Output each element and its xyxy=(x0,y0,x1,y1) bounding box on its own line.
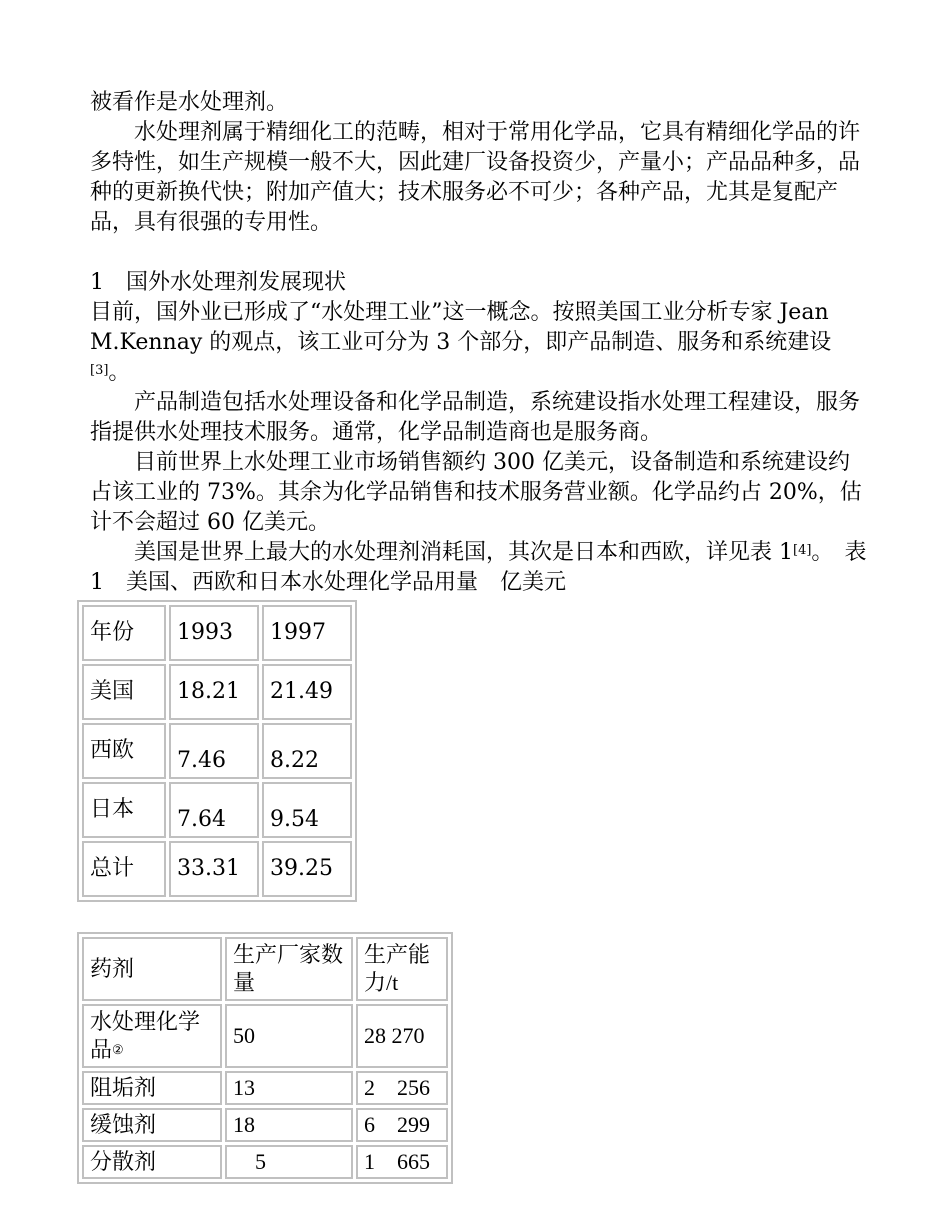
table-cell: 33.31 xyxy=(169,841,259,897)
table-cell xyxy=(82,1004,222,1068)
table-row xyxy=(82,1071,448,1105)
table-cell: 年份 xyxy=(82,605,166,661)
table-row xyxy=(82,1004,448,1068)
table-cell: 1993 xyxy=(169,605,259,661)
document-page xyxy=(90,88,870,1184)
table-2 xyxy=(77,932,453,1184)
paragraph-6-text: 美国是世界上最大的水处理剂消耗国，其次是日本和西欧，详见表 1 xyxy=(134,540,793,565)
paragraph-1: 被看作是水处理剂。 xyxy=(90,90,289,115)
table-cell: 39.25 xyxy=(262,841,352,897)
table-row xyxy=(82,723,352,779)
table-1-caption: 表 1 美国、西欧和日本水处理化学品用量 亿美元 xyxy=(90,540,867,595)
table-header-cell: 生产能力/t xyxy=(356,937,448,1001)
paragraph-6 xyxy=(90,538,870,598)
table-cell: 日本 xyxy=(82,782,166,838)
paragraph-5: 目前世界上水处理工业市场销售额约 300 亿美元，设备制造和系统建设约占该工业的 73%。其余为化学品销售和技术服务营业额。化学品约占 20%，估计不会超过 60 亿美元。 xyxy=(90,450,862,535)
section-heading: 1 国外水处理剂发展现状 xyxy=(90,270,346,295)
table-cell: 缓蚀剂 xyxy=(82,1108,222,1142)
footnote-mark: ② xyxy=(112,1042,124,1057)
table-row xyxy=(82,1145,448,1179)
table-header-cell: 生产厂家数量 xyxy=(225,937,353,1001)
table-1 xyxy=(77,600,357,902)
table-cell: 美国 xyxy=(82,664,166,720)
table-cell: 50 xyxy=(225,1004,353,1068)
table-header-cell: 药剂 xyxy=(82,937,222,1001)
table-row xyxy=(82,1108,448,1142)
table-cell: 分散剂 xyxy=(82,1145,222,1179)
table-cell: 18 xyxy=(225,1108,353,1142)
table-row xyxy=(82,841,352,897)
table-cell: 28 270 xyxy=(356,1004,448,1068)
table-cell: 2 256 xyxy=(356,1071,448,1105)
paragraph-6-end: 。 xyxy=(811,540,823,565)
paragraph-4: 产品制造包括水处理设备和化学品制造，系统建设指水处理工程建设，服务指提供水处理技术服务。通常，化学品制造商也是服务商。 xyxy=(90,390,861,445)
agent-name: 水处理化学品 xyxy=(90,1009,201,1062)
table-cell: 1997 xyxy=(262,605,352,661)
paragraph-3-end: 。 xyxy=(108,360,131,385)
table-cell: 7.64 xyxy=(169,782,259,838)
table-cell: 阻垢剂 xyxy=(82,1071,222,1105)
table-cell: 18.21 xyxy=(169,664,259,720)
table-header-row xyxy=(82,937,448,1001)
paragraph-3 xyxy=(90,298,870,388)
table-cell: 西欧 xyxy=(82,723,166,779)
table-cell: 总计 xyxy=(82,841,166,897)
table-cell: 1 665 xyxy=(356,1145,448,1179)
paragraph-2: 水处理剂属于精细化工的范畴，相对于常用化学品，它具有精细化学品的许多特性，如生产规模一般不大，因此建厂设备投资少，产量小；产品品种多，品种的更新换代快；附加产值大；技术服务必不可少；各种产品，尤其是复配产品，具有很强的专用性。 xyxy=(90,120,861,235)
table-cell: 5 xyxy=(225,1145,353,1179)
citation-3: [3] xyxy=(90,363,109,378)
paragraph-3-text: 目前，国外业已形成了“水处理工业”这一概念。按照美国工业分析专家 Jean M.Kennay 的观点，该工业可分为 3 个部分，即产品制造、服务和系统建设 xyxy=(90,300,832,355)
table-cell: 9.54 xyxy=(262,782,352,838)
table-cell: 13 xyxy=(225,1071,353,1105)
table-cell: 21.49 xyxy=(262,664,352,720)
table-cell: 6 299 xyxy=(356,1108,448,1142)
table-row xyxy=(82,664,352,720)
citation-4: [4] xyxy=(793,543,812,558)
table-cell: 7.46 xyxy=(169,723,259,779)
table-row xyxy=(82,605,352,661)
table-cell: 8.22 xyxy=(262,723,352,779)
table-row xyxy=(82,782,352,838)
